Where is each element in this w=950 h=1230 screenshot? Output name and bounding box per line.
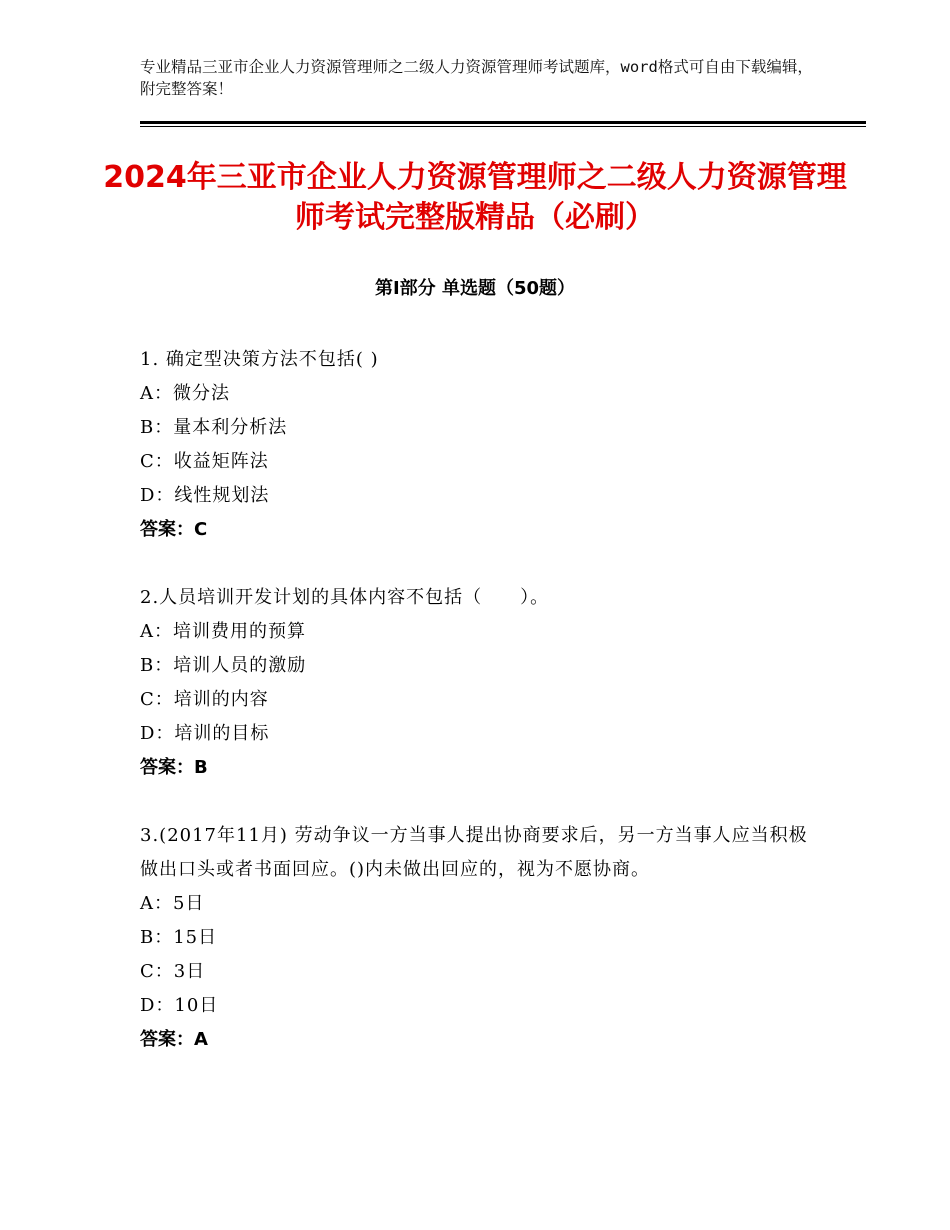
question-list (140, 343, 810, 1091)
option-d: D：培训的目标 (140, 723, 270, 744)
document-title: 2024年三亚市企业人力资源管理师之二级人力资源管理师考试完整版精品（必刷） (103, 160, 847, 235)
answer: 答案：A (140, 1029, 208, 1050)
answer: 答案：B (140, 757, 208, 778)
option-a: A：5日 (140, 893, 205, 914)
header-divider-thin (140, 126, 866, 127)
option-b: B：15日 (140, 927, 218, 948)
option-d: D：线性规划法 (140, 485, 270, 506)
option-a: A：微分法 (140, 383, 230, 404)
option-c: C：培训的内容 (140, 689, 269, 710)
question-stem: 2.人员培训开发计划的具体内容不包括（ ）。 (140, 587, 550, 608)
question-stem: 1. 确定型决策方法不包括( ) (140, 349, 379, 370)
question-2 (140, 581, 810, 785)
option-a: A：培训费用的预算 (140, 621, 306, 642)
option-d: D：10日 (140, 995, 219, 1016)
option-b: B：量本利分析法 (140, 417, 288, 438)
header-divider-thick (140, 121, 866, 124)
option-c: C：3日 (140, 961, 206, 982)
header-note: 专业精品三亚市企业人力资源管理师之二级人力资源管理师考试题库，word格式可自由下载编辑，附完整答案！ (140, 58, 813, 98)
question-1 (140, 343, 810, 547)
option-b: B：培训人员的激励 (140, 655, 307, 676)
question-stem: 3.(2017年11月) 劳动争议一方当事人提出协商要求后，另一方当事人应当积极做出口头或者书面回应。()内未做出回应的，视为不愿协商。 (140, 825, 808, 880)
option-c: C：收益矩阵法 (140, 451, 269, 472)
question-3 (140, 819, 810, 1057)
section-title: 第Ⅰ部分 单选题（50题） (374, 278, 575, 299)
answer: 答案：C (140, 519, 208, 540)
